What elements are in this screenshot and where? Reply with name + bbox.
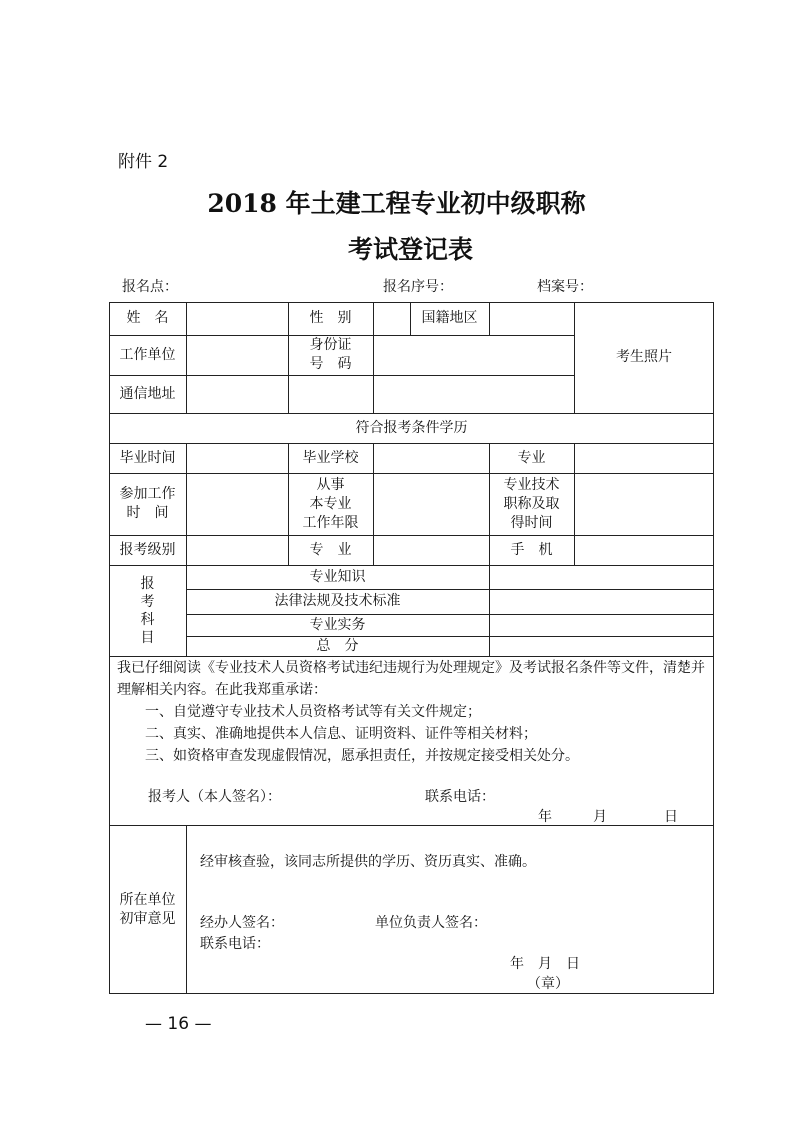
form-title-line1: 2018 年土建工程专业初中级职称	[207, 189, 586, 218]
exam-level-field[interactable]	[186, 535, 288, 565]
subject-professional-knowledge: 专业知识	[309, 568, 366, 585]
pledge-year: 年	[538, 809, 552, 825]
seal-label: （章）	[527, 976, 569, 992]
major-field[interactable]	[574, 443, 714, 473]
score-field[interactable]	[489, 636, 714, 656]
gender-label: 性 别	[309, 310, 352, 326]
pledge-month: 月	[593, 809, 607, 825]
school-label: 毕业学校	[302, 449, 359, 466]
page-number: — 16 —	[145, 1014, 212, 1034]
subject-laws-standards: 法律法规及技术标准	[274, 593, 401, 609]
name-label: 姓 名	[126, 310, 169, 326]
graduation-time-field[interactable]	[186, 443, 288, 473]
mobile-field[interactable]	[574, 535, 714, 565]
file-number-label: 档案号：	[537, 279, 593, 295]
gender-field[interactable]	[373, 302, 410, 335]
photo-box[interactable]	[574, 302, 714, 413]
photo-label: 考生照片	[616, 349, 672, 365]
applicant-signature-label: 报考人（本人签名）：	[148, 789, 281, 805]
school-field[interactable]	[373, 443, 489, 473]
address-label: 通信地址	[119, 385, 176, 402]
region-field[interactable]	[489, 302, 574, 335]
pledge-item: 二、真实、准确地提供本人信息、证明资料、证件等相关材料；	[145, 726, 537, 742]
technical-title-label: 专业技术 职称及取 得时间	[503, 476, 560, 531]
pledge-section	[117, 657, 709, 767]
exam-level-label: 报考级别	[119, 541, 176, 558]
review-statement: 经审核查验，该同志所提供的学历、资历真实、准确。	[200, 854, 536, 870]
handler-signature-label: 经办人签名：	[200, 915, 284, 931]
review-date: 年 月 日	[510, 956, 580, 972]
attachment-label: 附件 2	[118, 152, 169, 172]
review-phone-label: 联系电话：	[200, 936, 270, 952]
address-field[interactable]	[186, 375, 574, 413]
technical-title-field[interactable]	[574, 473, 714, 535]
score-field[interactable]	[489, 565, 714, 589]
name-field[interactable]	[186, 302, 288, 335]
score-field[interactable]	[489, 589, 714, 614]
subject-professional-practice: 专业实务	[309, 616, 366, 633]
exam-major-field[interactable]	[373, 535, 489, 565]
pledge-intro: 我已仔细阅读《专业技术人员资格考试违纪违规行为处理规定》及考试报名条件等文件，清楚并理解相关内容。在此我郑重承诺：	[117, 660, 705, 698]
employer-field[interactable]	[186, 335, 288, 375]
major-label: 专业	[517, 449, 546, 466]
work-years-field[interactable]	[373, 473, 489, 535]
exam-major-label: 专 业	[309, 541, 352, 558]
region-label: 国籍地区	[421, 310, 478, 326]
form-title-line2: 考试登记表	[347, 235, 473, 264]
serial-number-label: 报名序号：	[383, 279, 453, 295]
work-start-field[interactable]	[186, 473, 288, 535]
id-number-label: 身份证 号 码	[309, 337, 352, 372]
unit-leader-signature-label: 单位负责人签名：	[375, 915, 487, 931]
work-start-label: 参加工作 时 间	[119, 486, 176, 521]
score-field[interactable]	[489, 614, 714, 636]
applicant-phone-label: 联系电话：	[425, 789, 495, 805]
exam-subjects-label: 报 考 科 目	[140, 575, 155, 646]
registration-point-label: 报名点：	[122, 279, 178, 295]
pledge-day: 日	[664, 809, 678, 825]
education-header: 符合报考条件学历	[355, 419, 468, 436]
id-number-field[interactable]	[373, 335, 574, 375]
unit-review-label: 所在单位 初审意见	[119, 891, 176, 927]
pledge-item: 三、如资格审查发现虚假情况，愿承担责任，并按规定接受相关处分。	[145, 748, 579, 764]
work-years-label: 从事 本专业 工作年限	[302, 476, 359, 531]
employer-label: 工作单位	[119, 346, 176, 363]
subject-total-score: 总 分	[316, 637, 359, 654]
graduation-time-label: 毕业时间	[119, 449, 176, 466]
pledge-item: 一、自觉遵守专业技术人员资格考试等有关文件规定；	[145, 704, 481, 720]
mobile-label: 手 机	[510, 541, 553, 558]
